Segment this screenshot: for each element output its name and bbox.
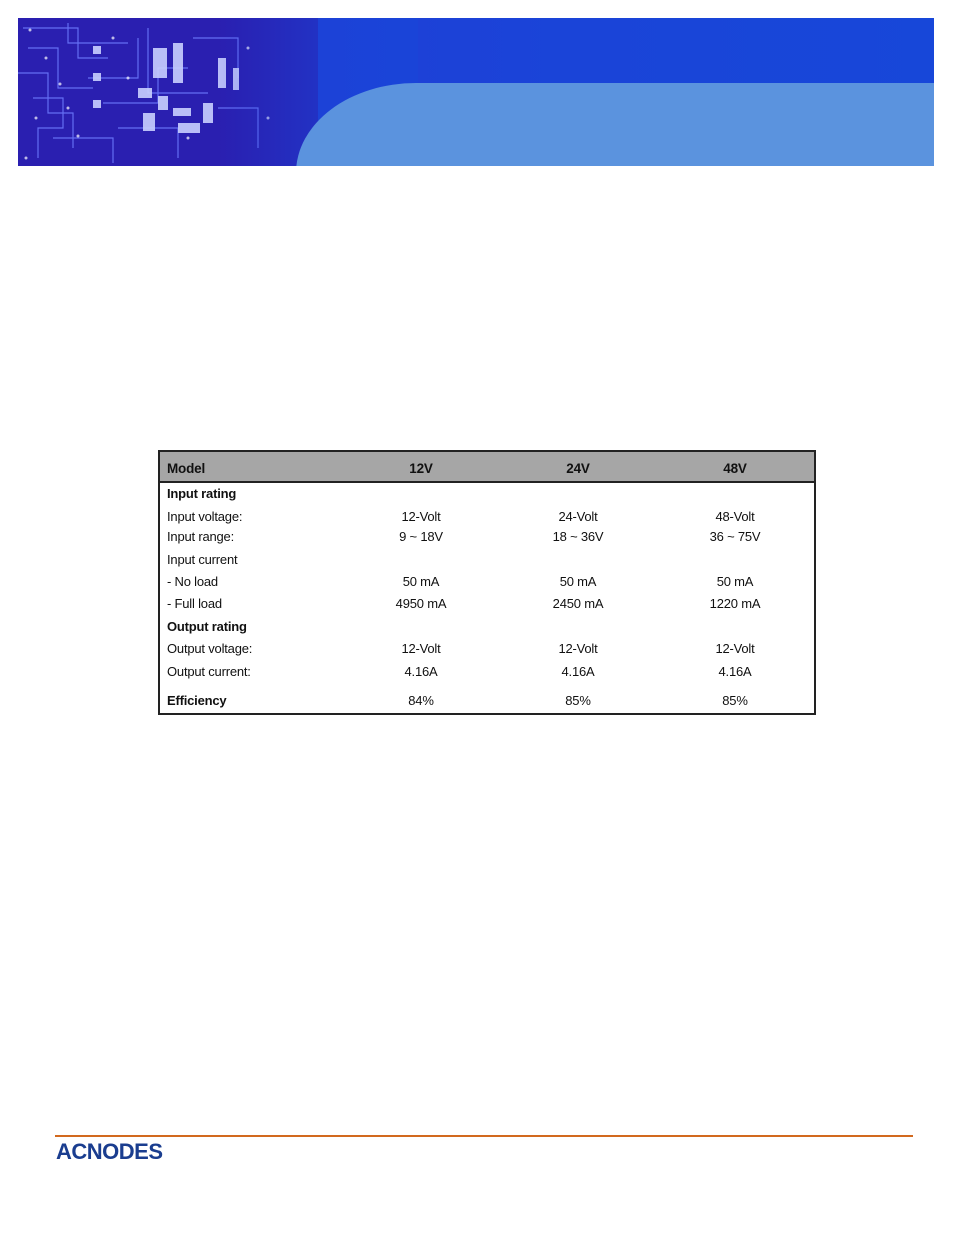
value-12v: 84% bbox=[408, 693, 434, 708]
value-12v: 50 mA bbox=[402, 574, 440, 589]
value-48v: 85% bbox=[722, 693, 748, 708]
header-banner bbox=[18, 18, 934, 166]
value-12v: 4.16A bbox=[404, 664, 438, 679]
value-24v: 18 ~ 36V bbox=[552, 529, 604, 544]
header-24v: 24V bbox=[566, 461, 590, 476]
row-label: Input rating bbox=[167, 486, 237, 501]
header-model: Model bbox=[167, 461, 205, 476]
spec-table bbox=[158, 450, 816, 715]
row-label: Efficiency bbox=[167, 693, 227, 708]
value-12v: 12-Volt bbox=[401, 641, 441, 656]
value-12v: 12-Volt bbox=[401, 509, 441, 524]
row-label: Input range: bbox=[167, 529, 234, 544]
footer-rule bbox=[55, 1135, 913, 1137]
value-24v: 2450 mA bbox=[552, 596, 604, 611]
row-label: Output rating bbox=[167, 619, 247, 634]
banner-wave bbox=[296, 83, 934, 166]
svg-text:ACNODES: ACNODES bbox=[56, 1139, 163, 1163]
row-label: - No load bbox=[167, 574, 218, 589]
value-24v: 50 mA bbox=[559, 574, 597, 589]
value-12v: 9 ~ 18V bbox=[399, 529, 443, 544]
value-48v: 4.16A bbox=[718, 664, 752, 679]
row-label: - Full load bbox=[167, 596, 222, 611]
row-label: Output current: bbox=[167, 664, 251, 679]
value-24v: 4.16A bbox=[561, 664, 595, 679]
row-label: Input voltage: bbox=[167, 509, 243, 524]
value-48v: 36 ~ 75V bbox=[709, 529, 761, 544]
header-48v: 48V bbox=[723, 461, 747, 476]
value-48v: 48-Volt bbox=[715, 509, 755, 524]
header-12v: 12V bbox=[409, 461, 433, 476]
value-48v: 1220 mA bbox=[709, 596, 761, 611]
row-label: Input current bbox=[167, 552, 238, 567]
value-24v: 85% bbox=[565, 693, 591, 708]
value-48v: 50 mA bbox=[716, 574, 754, 589]
acnodes-logo bbox=[56, 1139, 212, 1163]
value-24v: 12-Volt bbox=[558, 641, 598, 656]
value-48v: 12-Volt bbox=[715, 641, 755, 656]
value-24v: 24-Volt bbox=[558, 509, 598, 524]
row-label: Output voltage: bbox=[167, 641, 253, 656]
value-12v: 4950 mA bbox=[395, 596, 447, 611]
spec-table-header bbox=[160, 452, 814, 483]
